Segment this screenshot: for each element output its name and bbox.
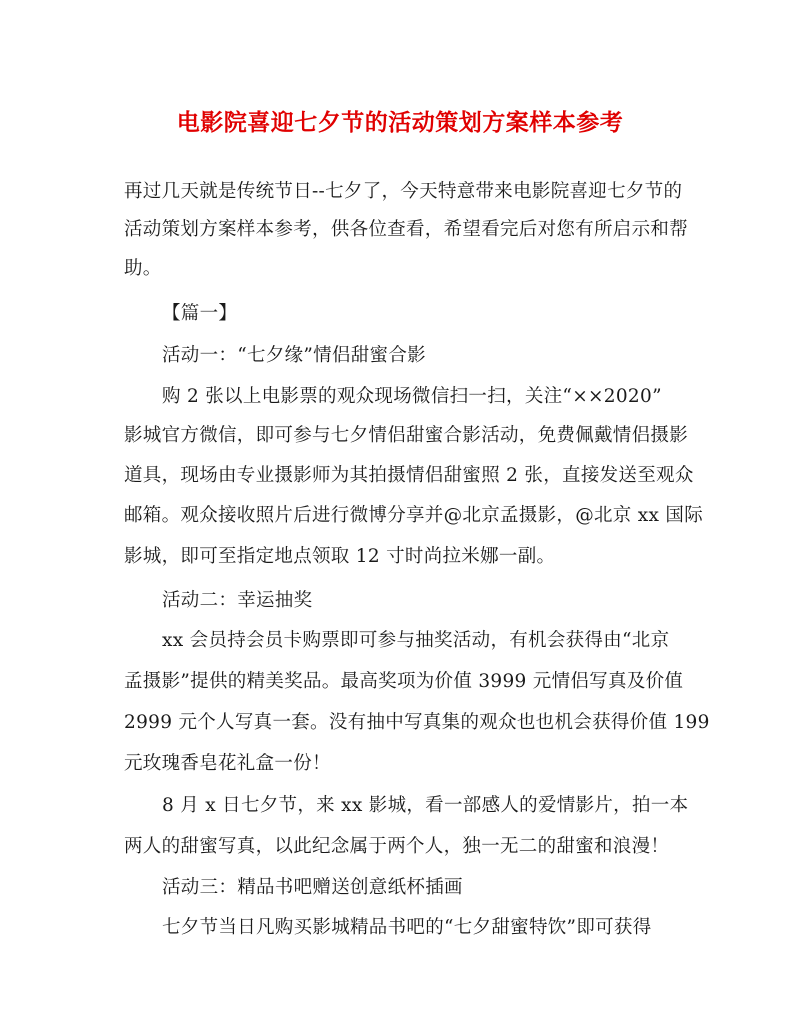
paragraph-line-15: 元玫瑰香皂花礼盒一份！ xyxy=(124,753,331,774)
paragraph-line-14: 2999 元个人写真一套。没有抽中写真集的观众也也机会获得价值 199 xyxy=(124,712,710,733)
activity-three-heading: 活动三：精品书吧赠送创意纸杯插画 xyxy=(162,877,463,898)
paragraph-line-10: 影城，即可至指定地点领取 12 寸时尚拉米娜一副。 xyxy=(124,546,556,567)
section-heading: 【篇一】 xyxy=(162,303,238,324)
paragraph-line-8: 道具，现场由专业摄影师为其拍摄情侣甜蜜照 2 张，直接发送至观众 xyxy=(124,465,694,486)
document-title: 电影院喜迎七夕节的活动策划方案样本参考 xyxy=(176,109,624,136)
paragraph-line-16: 8 月 x 日七夕节，来 xx 影城，看一部感人的爱情影片，拍一本 xyxy=(162,795,689,816)
paragraph-line-3: 助。 xyxy=(124,258,162,279)
paragraph-line-12: xx 会员持会员卡购票即可参与抽奖活动，有机会获得由“北京 xyxy=(162,630,670,651)
paragraph-line-1: 再过几天就是传统节日--七夕了，今天特意带来电影院喜迎七夕节的 xyxy=(124,181,683,202)
paragraph-line-6: 购 2 张以上电影票的观众现场微信扫一扫，关注“××2020” xyxy=(162,386,662,407)
paragraph-line-17: 两人的甜蜜写真，以此纪念属于两个人，独一无二的甜蜜和浪漫！ xyxy=(124,836,670,857)
paragraph-line-2: 活动策划方案样本参考，供各位查看，希望看完后对您有所启示和帮 xyxy=(124,219,689,240)
paragraph-line-19: 七夕节当日凡购买影城精品书吧的“七夕甜蜜特饮”即可获得 xyxy=(162,917,652,938)
paragraph-line-13: 孟摄影”提供的精美奖品。最高奖项为价值 3999 元情侣写真及价值 xyxy=(124,671,684,692)
activity-two-heading: 活动二：幸运抽奖 xyxy=(162,590,313,611)
activity-one-heading: 活动一：“七夕缘”情侣甜蜜合影 xyxy=(162,345,426,366)
paragraph-line-7: 影城官方微信，即可参与七夕情侣甜蜜合影活动，免费佩戴情侣摄影 xyxy=(124,425,689,446)
paragraph-line-9: 邮箱。观众接收照片后进行微博分享并@北京孟摄影，@北京 xx 国际 xyxy=(124,505,704,526)
